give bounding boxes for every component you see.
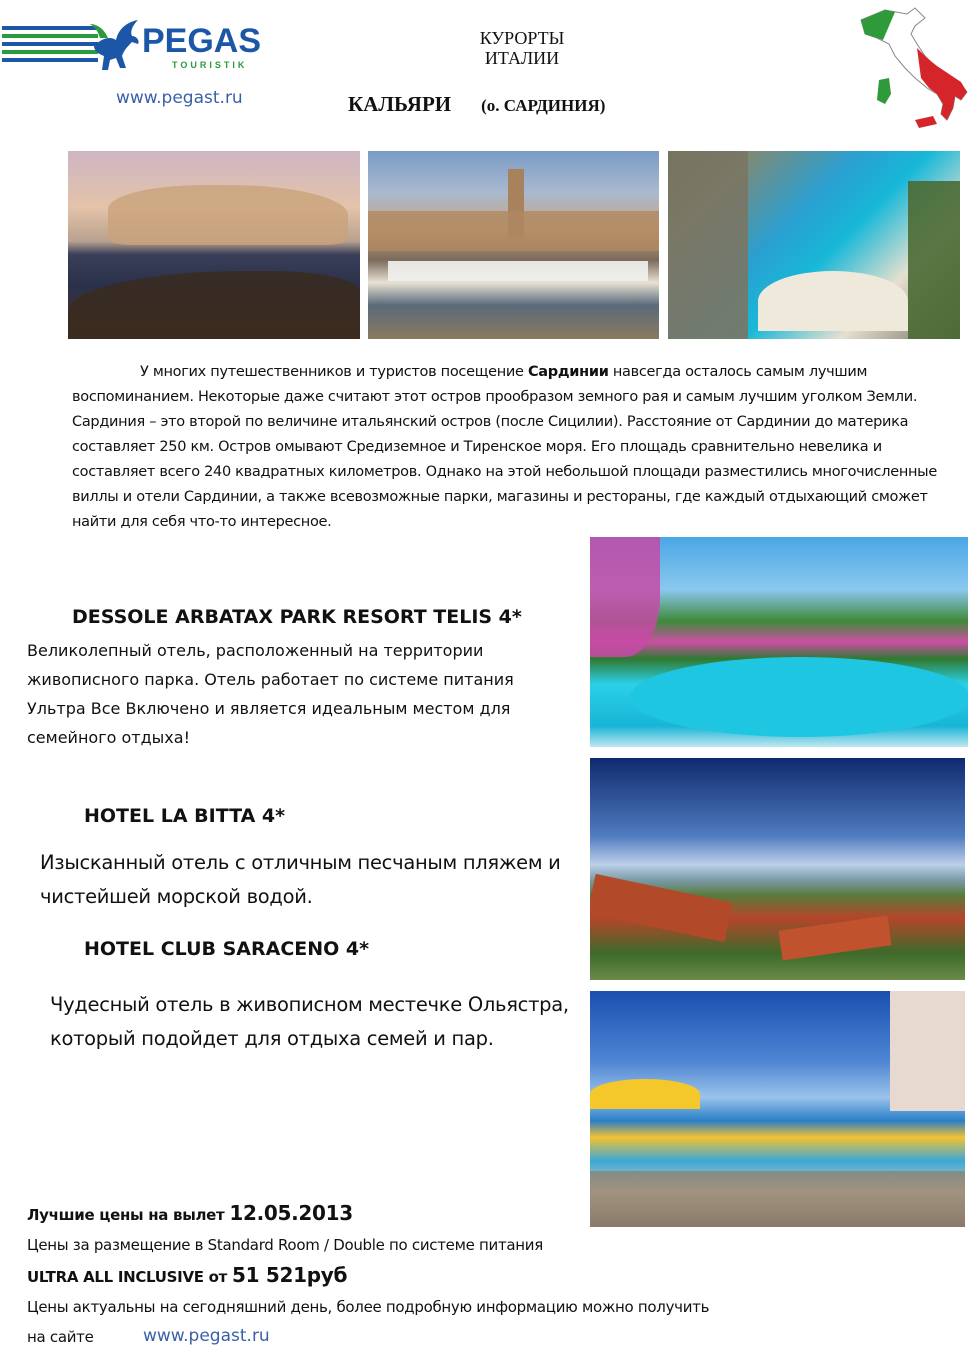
pricing-line-2: Цены за размещение в Standard Room / Double по системе питания (27, 1236, 543, 1254)
website-link-top[interactable]: www.pegast.ru (116, 88, 243, 108)
hotel-1-name: DESSOLE ARBATAX PARK RESORT TELIS 4* (72, 606, 522, 628)
hotel-1-description: Великолепный отель, расположенный на территории живописного парка. Отель работает по системе питания Ультра Все Включено и является идеальным местом для семейного отдыха! (27, 641, 514, 747)
island-name: (о. САРДИНИЯ) (481, 96, 606, 115)
logo-subtitle: TOURISTIK (172, 60, 248, 70)
page-title: КУРОРТЫ ИТАЛИИ (479, 28, 565, 68)
hotel-2-name: HOTEL LA BITTA 4* (84, 805, 286, 827)
resort-name: КАЛЬЯРИ (348, 92, 452, 116)
photo-beach-cove (668, 151, 960, 339)
intro-paragraph: У многих путешественников и туристов посещение Сардинии навсегда осталось самым лучшим воспоминанием. Некоторые даже считают этот остров прообразом земного рая и самым лучшим уголком Земли. Сардиния – это второй по величине итальянский остров (после Сицилии). Расстояние от Сардинии до материка составляет 250 км. Остров омывают Средиземное и Тиренское моря. Его площадь сравнительно невелика и составляет всего 240 квадратных километров. Однако на этой небольшой площади разместились многочисленные виллы и отели Сардинии, а также всевозможные парки, магазины и рестораны, где каждый отдыхающий сможет найти для себя что-то интересное. (72, 364, 937, 530)
hotel-2-description: Изысканный отель с отличным песчаным пляжем и чистейшей морской водой. (40, 851, 561, 908)
hotel-3-description: Чудесный отель в живописном местечке Ольястра, который подойдет для отдыха семей и пар. (50, 993, 569, 1050)
pegas-logo[interactable] (2, 16, 262, 78)
pricing-line-4: Цены актуальны на сегодняшний день, более подробную информацию можно получить (27, 1298, 710, 1316)
italy-map-icon (855, 4, 973, 142)
pricing-line-3: ULTRA ALL INCLUSIVE от 51 521руб (27, 1263, 348, 1287)
pricing-line-1: Лучшие цены на вылет 12.05.2013 (27, 1201, 353, 1225)
price-value: 51 521руб (231, 1263, 348, 1287)
intro-bold-word: Сардинии (527, 364, 609, 380)
logo-wordmark: PEGAS (142, 22, 262, 60)
photo-hotel-1-pool (590, 537, 968, 747)
departure-date: 12.05.2013 (229, 1201, 353, 1225)
hotel-3-name: HOTEL CLUB SARACENO 4* (84, 938, 370, 960)
pricing-line-5: на сайте (27, 1328, 94, 1346)
resort-title (348, 92, 605, 117)
photo-hotel-3-terrace (590, 991, 965, 1227)
pegasus-icon (88, 16, 142, 74)
photo-hotel-2-aerial (590, 758, 965, 980)
photo-harbor-town (368, 151, 659, 339)
photo-castelsardo (68, 151, 360, 339)
website-link-bottom[interactable]: www.pegast.ru (143, 1326, 270, 1346)
logo-stripes (2, 26, 98, 60)
